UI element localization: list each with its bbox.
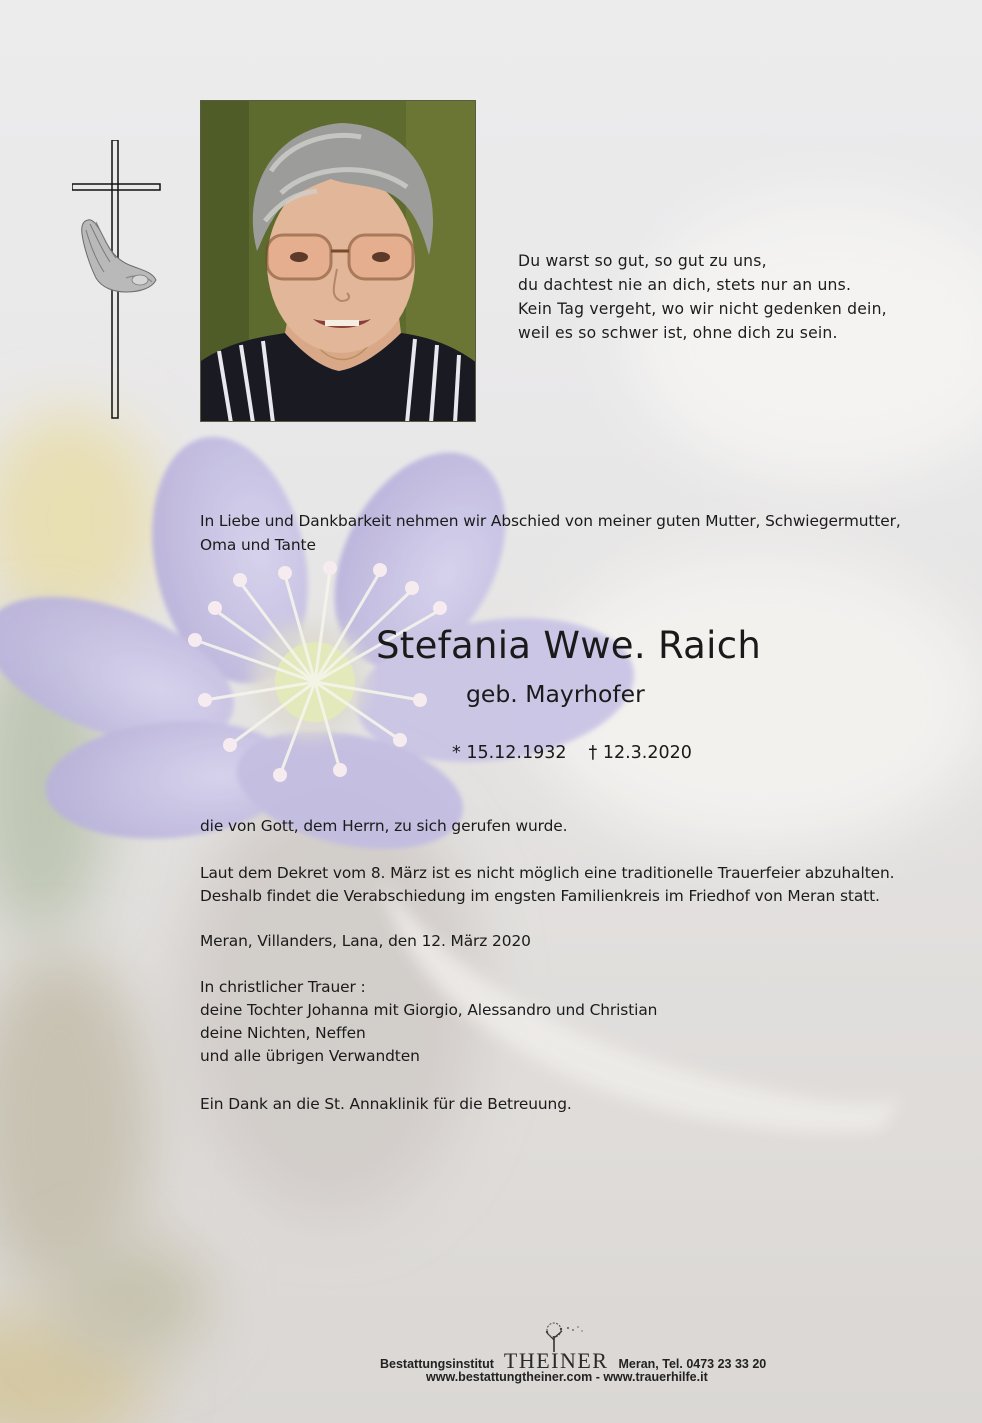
mourners-heading: In christlicher Trauer :	[200, 978, 366, 996]
death-date: † 12.3.2020	[588, 743, 692, 763]
place-date: Meran, Villanders, Lana, den 12. März 2020	[200, 932, 531, 950]
footer-label: Bestattungsinstitut	[380, 1357, 494, 1371]
memorial-poem	[518, 249, 887, 345]
footer-contact: Meran, Tel. 0473 23 33 20	[618, 1357, 767, 1371]
mourner-line: deine Tochter Johanna mit Giorgio, Alessandro und Christian	[200, 1001, 658, 1019]
mourner-line: deine Nichten, Neffen	[200, 1024, 366, 1042]
decree-line: Laut dem Dekret vom 8. März ist es nicht möglich eine traditionelle Trauerfeier abzuhalten.	[200, 864, 895, 882]
thanks-text: Ein Dank an die St. Annaklinik für die Betreuung.	[200, 1095, 572, 1113]
decree-line: Deshalb findet die Verabschiedung im engsten Familienkreis im Friedhof von Meran statt.	[200, 887, 880, 905]
poem-line: Kein Tag vergeht, wo wir nicht gedenken dein,	[518, 300, 887, 318]
life-dates	[452, 743, 714, 763]
maiden-name: geb. Mayrhofer	[466, 680, 645, 708]
intro-line: Oma und Tante	[200, 536, 316, 554]
footer-websites: www.bestattungtheiner.com - www.trauerhilfe.it	[426, 1370, 708, 1384]
poem-line: weil es so schwer ist, ohne dich zu sein.	[518, 324, 838, 342]
mourner-line: und alle übrigen Verwandten	[200, 1047, 420, 1065]
portrait-photo	[200, 100, 476, 422]
intro-text	[200, 509, 940, 557]
birth-date: * 15.12.1932	[452, 743, 567, 763]
intro-line: In Liebe und Dankbarkeit nehmen wir Abschied von meiner guten Mutter, Schwiegermutter,	[200, 512, 901, 530]
tree-logo-icon	[540, 1322, 586, 1352]
poem-line: du dachtest nie an dich, stets nur an uns.	[518, 276, 852, 294]
deceased-name: Stefania Wwe. Raich	[376, 624, 762, 667]
called-home-text: die von Gott, dem Herrn, zu sich gerufen wurde.	[200, 817, 568, 835]
footer-logo-text: THEINER	[503, 1348, 609, 1373]
decree-text	[200, 862, 894, 908]
poem-line: Du warst so gut, so gut zu uns,	[518, 252, 767, 270]
mourners-block	[200, 976, 657, 1068]
cross-with-praying-hands-icon	[72, 140, 162, 420]
